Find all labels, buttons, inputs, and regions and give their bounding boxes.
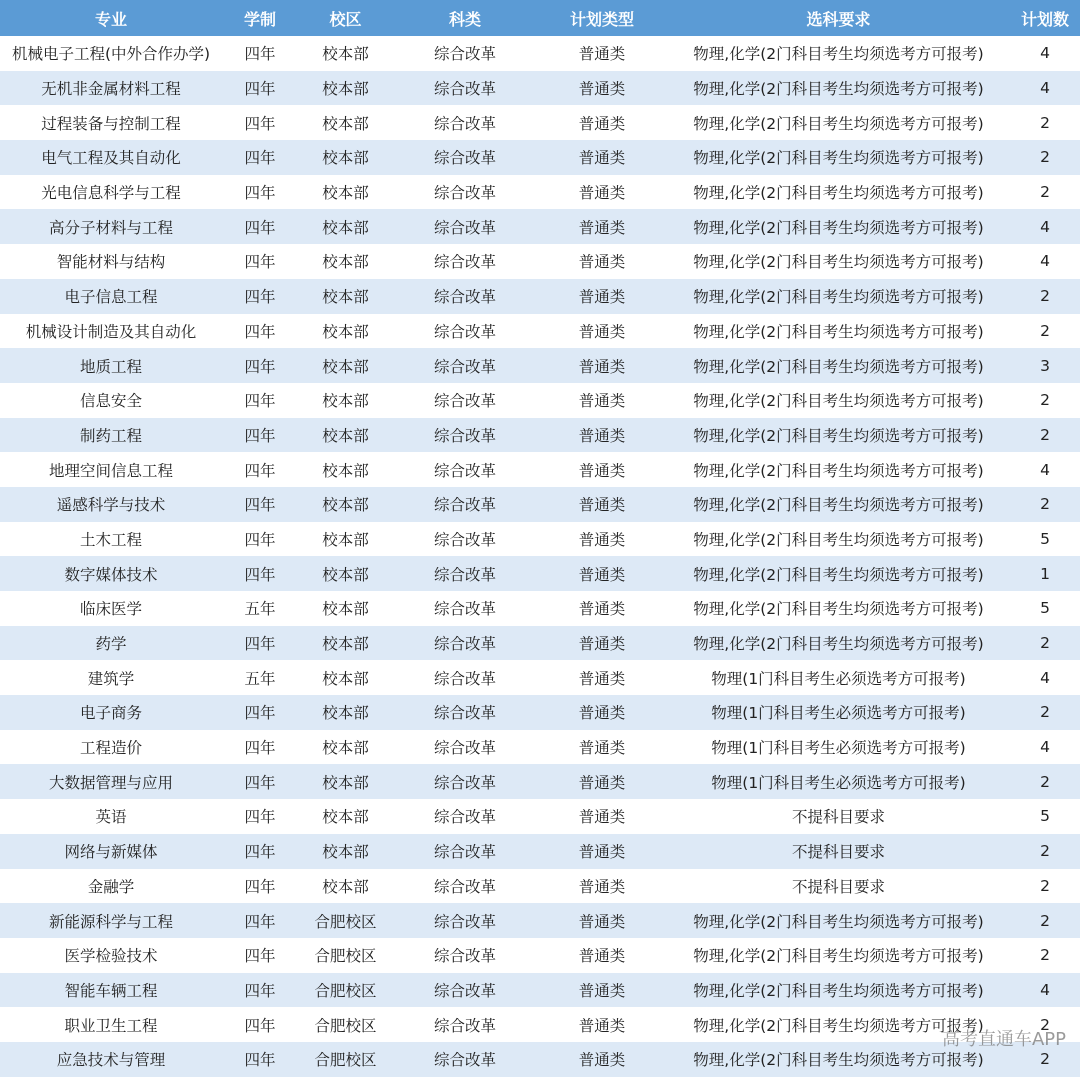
cell-plan-count: 2 xyxy=(1010,418,1080,453)
cell-category: 综合改革 xyxy=(393,938,537,973)
cell-category: 综合改革 xyxy=(393,730,537,765)
cell-category: 综合改革 xyxy=(393,1042,537,1077)
cell-category: 综合改革 xyxy=(393,591,537,626)
cell-plan-type: 普通类 xyxy=(537,938,667,973)
cell-duration: 四年 xyxy=(222,695,298,730)
cell-subject-requirement: 物理,化学(2门科目考生均须选考方可报考) xyxy=(667,140,1010,175)
cell-plan-count: 2 xyxy=(1010,140,1080,175)
cell-plan-count: 2 xyxy=(1010,938,1080,973)
cell-duration: 四年 xyxy=(222,626,298,661)
cell-category: 综合改革 xyxy=(393,973,537,1008)
cell-category: 综合改革 xyxy=(393,1007,537,1042)
cell-plan-count: 2 xyxy=(1010,105,1080,140)
cell-subject-requirement: 物理,化学(2门科目考生均须选考方可报考) xyxy=(667,175,1010,210)
cell-plan-type: 普通类 xyxy=(537,730,667,765)
cell-plan-type: 普通类 xyxy=(537,1007,667,1042)
header-category: 科类 xyxy=(393,0,537,36)
header-campus: 校区 xyxy=(298,0,393,36)
cell-major: 电子信息工程 xyxy=(0,279,222,314)
table-row xyxy=(0,1042,1080,1077)
cell-plan-type: 普通类 xyxy=(537,175,667,210)
cell-major: 工程造价 xyxy=(0,730,222,765)
cell-major: 药学 xyxy=(0,626,222,661)
cell-subject-requirement: 物理(1门科目考生必须选考方可报考) xyxy=(667,695,1010,730)
table-row xyxy=(0,383,1080,418)
table-row xyxy=(0,799,1080,834)
cell-plan-type: 普通类 xyxy=(537,799,667,834)
cell-subject-requirement: 物理,化学(2门科目考生均须选考方可报考) xyxy=(667,452,1010,487)
table-row xyxy=(0,626,1080,661)
table-row xyxy=(0,660,1080,695)
table-row xyxy=(0,487,1080,522)
cell-subject-requirement: 物理,化学(2门科目考生均须选考方可报考) xyxy=(667,383,1010,418)
cell-duration: 四年 xyxy=(222,36,298,71)
cell-major: 电子商务 xyxy=(0,695,222,730)
cell-plan-count: 2 xyxy=(1010,869,1080,904)
cell-category: 综合改革 xyxy=(393,279,537,314)
cell-campus: 校本部 xyxy=(298,279,393,314)
cell-plan-count: 2 xyxy=(1010,695,1080,730)
cell-campus: 校本部 xyxy=(298,175,393,210)
cell-duration: 四年 xyxy=(222,348,298,383)
table-row xyxy=(0,348,1080,383)
cell-plan-count: 4 xyxy=(1010,973,1080,1008)
cell-plan-type: 普通类 xyxy=(537,314,667,349)
cell-duration: 四年 xyxy=(222,903,298,938)
cell-category: 综合改革 xyxy=(393,695,537,730)
cell-plan-type: 普通类 xyxy=(537,764,667,799)
cell-campus: 校本部 xyxy=(298,591,393,626)
table-row xyxy=(0,973,1080,1008)
cell-duration: 四年 xyxy=(222,973,298,1008)
cell-subject-requirement: 物理,化学(2门科目考生均须选考方可报考) xyxy=(667,105,1010,140)
cell-campus: 校本部 xyxy=(298,418,393,453)
cell-plan-count: 2 xyxy=(1010,1007,1080,1042)
cell-plan-type: 普通类 xyxy=(537,279,667,314)
cell-category: 综合改革 xyxy=(393,660,537,695)
header-plan-count: 计划数 xyxy=(1010,0,1080,36)
table-row xyxy=(0,175,1080,210)
cell-major: 过程装备与控制工程 xyxy=(0,105,222,140)
cell-major: 网络与新媒体 xyxy=(0,834,222,869)
cell-duration: 四年 xyxy=(222,279,298,314)
cell-major: 智能车辆工程 xyxy=(0,973,222,1008)
cell-major: 建筑学 xyxy=(0,660,222,695)
cell-duration: 四年 xyxy=(222,834,298,869)
cell-campus: 合肥校区 xyxy=(298,973,393,1008)
cell-plan-count: 4 xyxy=(1010,244,1080,279)
cell-campus: 校本部 xyxy=(298,799,393,834)
cell-category: 综合改革 xyxy=(393,209,537,244)
cell-subject-requirement: 物理,化学(2门科目考生均须选考方可报考) xyxy=(667,938,1010,973)
cell-plan-count: 2 xyxy=(1010,175,1080,210)
cell-duration: 四年 xyxy=(222,71,298,106)
header-plan-type: 计划类型 xyxy=(537,0,667,36)
cell-plan-count: 2 xyxy=(1010,279,1080,314)
cell-plan-count: 4 xyxy=(1010,660,1080,695)
cell-subject-requirement: 物理,化学(2门科目考生均须选考方可报考) xyxy=(667,348,1010,383)
table-row xyxy=(0,244,1080,279)
cell-category: 综合改革 xyxy=(393,764,537,799)
cell-category: 综合改革 xyxy=(393,799,537,834)
cell-category: 综合改革 xyxy=(393,36,537,71)
table-row xyxy=(0,209,1080,244)
cell-subject-requirement: 物理,化学(2门科目考生均须选考方可报考) xyxy=(667,1007,1010,1042)
cell-subject-requirement: 物理,化学(2门科目考生均须选考方可报考) xyxy=(667,903,1010,938)
watermark: 高考直通车APP xyxy=(941,1029,1066,1050)
cell-plan-type: 普通类 xyxy=(537,244,667,279)
cell-plan-type: 普通类 xyxy=(537,209,667,244)
cell-campus: 校本部 xyxy=(298,626,393,661)
cell-campus: 校本部 xyxy=(298,834,393,869)
cell-subject-requirement: 物理,化学(2门科目考生均须选考方可报考) xyxy=(667,626,1010,661)
table-row xyxy=(0,314,1080,349)
cell-campus: 校本部 xyxy=(298,522,393,557)
cell-campus: 校本部 xyxy=(298,695,393,730)
cell-campus: 校本部 xyxy=(298,348,393,383)
cell-major: 信息安全 xyxy=(0,383,222,418)
cell-category: 综合改革 xyxy=(393,71,537,106)
cell-plan-count: 4 xyxy=(1010,71,1080,106)
cell-duration: 四年 xyxy=(222,799,298,834)
cell-plan-count: 2 xyxy=(1010,764,1080,799)
cell-campus: 校本部 xyxy=(298,71,393,106)
cell-duration: 四年 xyxy=(222,487,298,522)
cell-subject-requirement: 物理,化学(2门科目考生均须选考方可报考) xyxy=(667,71,1010,106)
cell-major: 机械设计制造及其自动化 xyxy=(0,314,222,349)
cell-plan-type: 普通类 xyxy=(537,348,667,383)
header-duration: 学制 xyxy=(222,0,298,36)
cell-campus: 校本部 xyxy=(298,730,393,765)
cell-plan-count: 2 xyxy=(1010,834,1080,869)
cell-category: 综合改革 xyxy=(393,487,537,522)
cell-campus: 校本部 xyxy=(298,660,393,695)
cell-category: 综合改革 xyxy=(393,140,537,175)
cell-duration: 四年 xyxy=(222,209,298,244)
table-row xyxy=(0,591,1080,626)
cell-plan-type: 普通类 xyxy=(537,487,667,522)
cell-subject-requirement: 物理,化学(2门科目考生均须选考方可报考) xyxy=(667,279,1010,314)
table-row xyxy=(0,903,1080,938)
cell-major: 土木工程 xyxy=(0,522,222,557)
cell-category: 综合改革 xyxy=(393,452,537,487)
cell-major: 无机非金属材料工程 xyxy=(0,71,222,106)
cell-campus: 合肥校区 xyxy=(298,903,393,938)
cell-major: 应急技术与管理 xyxy=(0,1042,222,1077)
cell-plan-count: 5 xyxy=(1010,522,1080,557)
cell-plan-type: 普通类 xyxy=(537,383,667,418)
cell-duration: 四年 xyxy=(222,764,298,799)
cell-category: 综合改革 xyxy=(393,418,537,453)
cell-major: 临床医学 xyxy=(0,591,222,626)
cell-campus: 合肥校区 xyxy=(298,1042,393,1077)
cell-plan-type: 普通类 xyxy=(537,869,667,904)
cell-major: 光电信息科学与工程 xyxy=(0,175,222,210)
cell-category: 综合改革 xyxy=(393,556,537,591)
cell-duration: 四年 xyxy=(222,140,298,175)
cell-major: 地理空间信息工程 xyxy=(0,452,222,487)
cell-plan-type: 普通类 xyxy=(537,834,667,869)
table-row xyxy=(0,556,1080,591)
cell-duration: 四年 xyxy=(222,175,298,210)
cell-plan-type: 普通类 xyxy=(537,591,667,626)
cell-subject-requirement: 物理,化学(2门科目考生均须选考方可报考) xyxy=(667,209,1010,244)
table-row xyxy=(0,764,1080,799)
cell-category: 综合改革 xyxy=(393,175,537,210)
cell-plan-count: 2 xyxy=(1010,314,1080,349)
cell-subject-requirement: 不提科目要求 xyxy=(667,834,1010,869)
cell-plan-count: 2 xyxy=(1010,383,1080,418)
cell-duration: 五年 xyxy=(222,660,298,695)
cell-major: 遥感科学与技术 xyxy=(0,487,222,522)
cell-duration: 四年 xyxy=(222,556,298,591)
cell-plan-count: 4 xyxy=(1010,452,1080,487)
cell-major: 数字媒体技术 xyxy=(0,556,222,591)
cell-category: 综合改革 xyxy=(393,383,537,418)
cell-category: 综合改革 xyxy=(393,522,537,557)
cell-campus: 校本部 xyxy=(298,209,393,244)
cell-duration: 四年 xyxy=(222,522,298,557)
table-row xyxy=(0,938,1080,973)
cell-campus: 合肥校区 xyxy=(298,938,393,973)
cell-subject-requirement: 物理,化学(2门科目考生均须选考方可报考) xyxy=(667,314,1010,349)
cell-campus: 校本部 xyxy=(298,105,393,140)
cell-duration: 四年 xyxy=(222,105,298,140)
cell-duration: 四年 xyxy=(222,244,298,279)
cell-plan-count: 4 xyxy=(1010,730,1080,765)
table-row xyxy=(0,1007,1080,1042)
cell-subject-requirement: 物理,化学(2门科目考生均须选考方可报考) xyxy=(667,522,1010,557)
cell-major: 机械电子工程(中外合作办学) xyxy=(0,36,222,71)
cell-plan-type: 普通类 xyxy=(537,105,667,140)
table-header-row xyxy=(0,0,1080,36)
cell-subject-requirement: 不提科目要求 xyxy=(667,869,1010,904)
cell-subject-requirement: 物理,化学(2门科目考生均须选考方可报考) xyxy=(667,487,1010,522)
cell-campus: 校本部 xyxy=(298,487,393,522)
cell-major: 金融学 xyxy=(0,869,222,904)
cell-category: 综合改革 xyxy=(393,626,537,661)
cell-plan-type: 普通类 xyxy=(537,36,667,71)
cell-major: 地质工程 xyxy=(0,348,222,383)
cell-subject-requirement: 不提科目要求 xyxy=(667,799,1010,834)
cell-campus: 校本部 xyxy=(298,452,393,487)
cell-category: 综合改革 xyxy=(393,244,537,279)
cell-plan-type: 普通类 xyxy=(537,1042,667,1077)
cell-campus: 校本部 xyxy=(298,36,393,71)
cell-campus: 校本部 xyxy=(298,140,393,175)
cell-plan-count: 2 xyxy=(1010,487,1080,522)
cell-plan-type: 普通类 xyxy=(537,140,667,175)
header-subject-requirement: 选科要求 xyxy=(667,0,1010,36)
cell-plan-type: 普通类 xyxy=(537,452,667,487)
table-row xyxy=(0,140,1080,175)
cell-plan-type: 普通类 xyxy=(537,556,667,591)
cell-subject-requirement: 物理(1门科目考生必须选考方可报考) xyxy=(667,660,1010,695)
cell-plan-type: 普通类 xyxy=(537,903,667,938)
cell-major: 新能源科学与工程 xyxy=(0,903,222,938)
table-row xyxy=(0,730,1080,765)
cell-campus: 校本部 xyxy=(298,383,393,418)
cell-duration: 四年 xyxy=(222,1042,298,1077)
cell-plan-count: 3 xyxy=(1010,348,1080,383)
cell-plan-count: 2 xyxy=(1010,903,1080,938)
cell-campus: 校本部 xyxy=(298,244,393,279)
cell-duration: 四年 xyxy=(222,452,298,487)
cell-subject-requirement: 物理,化学(2门科目考生均须选考方可报考) xyxy=(667,418,1010,453)
cell-subject-requirement: 物理,化学(2门科目考生均须选考方可报考) xyxy=(667,244,1010,279)
cell-subject-requirement: 物理,化学(2门科目考生均须选考方可报考) xyxy=(667,556,1010,591)
cell-plan-count: 2 xyxy=(1010,1042,1080,1077)
cell-campus: 校本部 xyxy=(298,764,393,799)
cell-major: 智能材料与结构 xyxy=(0,244,222,279)
table-row xyxy=(0,105,1080,140)
cell-plan-type: 普通类 xyxy=(537,626,667,661)
cell-plan-type: 普通类 xyxy=(537,695,667,730)
cell-subject-requirement: 物理,化学(2门科目考生均须选考方可报考) xyxy=(667,36,1010,71)
cell-duration: 四年 xyxy=(222,730,298,765)
cell-plan-count: 4 xyxy=(1010,36,1080,71)
table-row xyxy=(0,452,1080,487)
cell-duration: 四年 xyxy=(222,1007,298,1042)
cell-category: 综合改革 xyxy=(393,903,537,938)
cell-major: 电气工程及其自动化 xyxy=(0,140,222,175)
cell-plan-count: 4 xyxy=(1010,209,1080,244)
cell-category: 综合改革 xyxy=(393,834,537,869)
cell-plan-count: 5 xyxy=(1010,799,1080,834)
table-row xyxy=(0,522,1080,557)
cell-duration: 四年 xyxy=(222,869,298,904)
cell-plan-count: 2 xyxy=(1010,626,1080,661)
cell-plan-type: 普通类 xyxy=(537,973,667,1008)
cell-subject-requirement: 物理,化学(2门科目考生均须选考方可报考) xyxy=(667,1042,1010,1077)
table-row xyxy=(0,869,1080,904)
table-row xyxy=(0,279,1080,314)
cell-plan-type: 普通类 xyxy=(537,418,667,453)
cell-major: 医学检验技术 xyxy=(0,938,222,973)
cell-subject-requirement: 物理(1门科目考生必须选考方可报考) xyxy=(667,730,1010,765)
cell-category: 综合改革 xyxy=(393,348,537,383)
table-row xyxy=(0,36,1080,71)
cell-category: 综合改革 xyxy=(393,314,537,349)
table-row xyxy=(0,418,1080,453)
cell-campus: 合肥校区 xyxy=(298,1007,393,1042)
cell-plan-count: 5 xyxy=(1010,591,1080,626)
cell-category: 综合改革 xyxy=(393,869,537,904)
cell-category: 综合改革 xyxy=(393,105,537,140)
table-row xyxy=(0,71,1080,106)
cell-plan-type: 普通类 xyxy=(537,522,667,557)
cell-subject-requirement: 物理(1门科目考生必须选考方可报考) xyxy=(667,764,1010,799)
cell-major: 高分子材料与工程 xyxy=(0,209,222,244)
cell-plan-type: 普通类 xyxy=(537,71,667,106)
table-row xyxy=(0,695,1080,730)
cell-plan-type: 普通类 xyxy=(537,660,667,695)
cell-major: 制药工程 xyxy=(0,418,222,453)
cell-duration: 四年 xyxy=(222,938,298,973)
cell-campus: 校本部 xyxy=(298,869,393,904)
table-row xyxy=(0,834,1080,869)
cell-major: 英语 xyxy=(0,799,222,834)
cell-duration: 四年 xyxy=(222,418,298,453)
cell-campus: 校本部 xyxy=(298,556,393,591)
cell-duration: 四年 xyxy=(222,314,298,349)
cell-subject-requirement: 物理,化学(2门科目考生均须选考方可报考) xyxy=(667,973,1010,1008)
cell-major: 职业卫生工程 xyxy=(0,1007,222,1042)
cell-plan-count: 1 xyxy=(1010,556,1080,591)
cell-duration: 五年 xyxy=(222,591,298,626)
cell-duration: 四年 xyxy=(222,383,298,418)
cell-major: 大数据管理与应用 xyxy=(0,764,222,799)
cell-subject-requirement: 物理,化学(2门科目考生均须选考方可报考) xyxy=(667,591,1010,626)
header-major: 专业 xyxy=(0,0,222,36)
cell-campus: 校本部 xyxy=(298,314,393,349)
